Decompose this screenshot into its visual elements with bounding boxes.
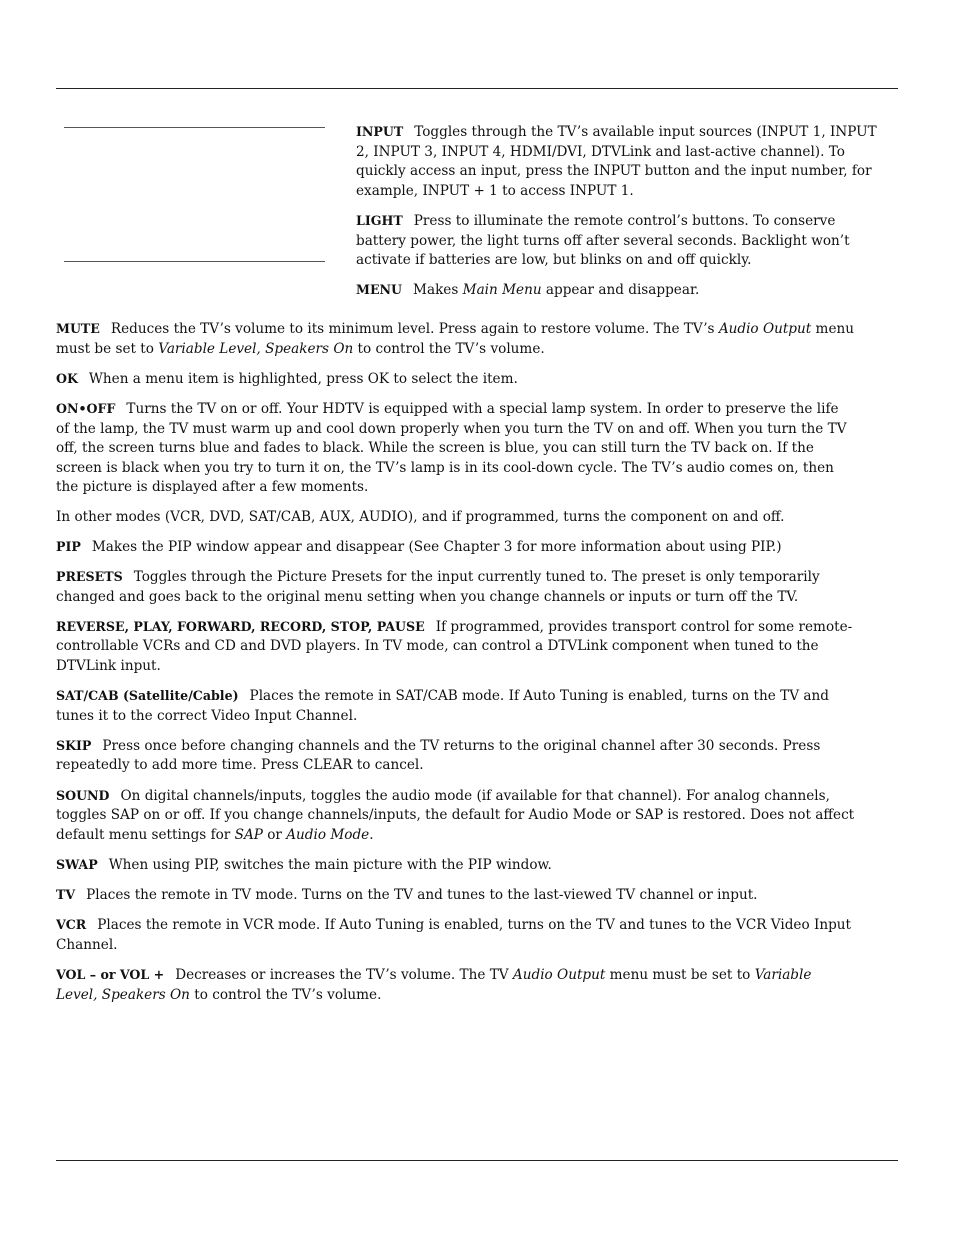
- entry-vol: [56, 965, 856, 1005]
- desc-sound-em1: SAP: [234, 826, 263, 843]
- entry-presets: [56, 567, 856, 607]
- desc-skip: Press once before changing channels and the TV returns to the original channel after 30 seconds. Press repeatedly to add more time. Press CLEAR to cancel.: [56, 737, 821, 774]
- desc-vol-em2: Variable Level, Speakers On: [56, 967, 812, 1003]
- entry-transport: [56, 617, 856, 677]
- desc-input: Toggles through the TV’s available input sources (INPUT 1, INPUT 2, INPUT 3, INPUT 4, HDMI/DVI, DTVLink and last-active channel). To quickly access an input, press the INPUT button and the input number, for example, INPUT + 1 to access INPUT 1.: [356, 124, 877, 199]
- desc-pip: Makes the PIP window appear and disappear (See Chapter 3 for more information about using PIP.): [91, 538, 782, 555]
- entry-vcr: [56, 915, 856, 955]
- desc-mute-1: Reduces the TV’s volume to its minimum level. Press again to restore volume. The TV’s: [110, 321, 719, 337]
- desc-transport: If programmed, provides transport control for some remote-controllable VCRs and CD and DVD players. In TV mode, can control a DTVLink component when tuned to the DTVLink input.: [56, 618, 853, 674]
- entry-tv: [56, 885, 856, 906]
- entry-satcab: [56, 686, 856, 726]
- term-tv: TV: [56, 887, 76, 903]
- desc-vol-2: menu must be set to: [605, 967, 755, 984]
- entry-ok: [56, 369, 856, 390]
- desc-mute-2: menu must be set to: [56, 321, 855, 357]
- term-skip: SKIP: [56, 737, 92, 753]
- term-swap: SWAP: [56, 857, 98, 872]
- desc-menu-em: Main Menu: [462, 282, 542, 299]
- desc-swap: When using PIP, switches the main picture with the PIP window.: [108, 857, 552, 873]
- desc-sound-2: or: [262, 826, 287, 843]
- desc-sound-1: On digital channels/inputs, toggles the audio mode (if available for that channel). For analog channels, toggles SAP on or off. If you change channels/inputs, the default for Audio Mode or SAP is restored. Does not affect default menu settings for: [56, 787, 855, 843]
- desc-vol-3: to control the TV’s volume.: [189, 986, 382, 1003]
- entry-onoff: [56, 399, 856, 498]
- desc-menu-b: appear and disappear.: [541, 282, 700, 299]
- main-column: [56, 319, 856, 1015]
- term-input: INPUT: [356, 124, 404, 139]
- desc-light: Press to illuminate the remote control’s buttons. To conserve battery power, the light turns off after several seconds. Backlight won’t activate if batteries are low, but blinks on and off quickly.: [356, 212, 850, 269]
- desc-sound-3: .: [369, 826, 374, 843]
- term-transport: REVERSE, PLAY, FORWARD, RECORD, STOP, PAUSE: [56, 618, 425, 634]
- desc-vol-em1: Audio Output: [512, 967, 606, 984]
- desc-ok: When a menu item is highlighted, press OK to select the item.: [88, 370, 518, 387]
- entry-pip: [56, 537, 856, 558]
- term-presets: PRESETS: [56, 568, 123, 584]
- bottom-rule: [56, 1160, 898, 1161]
- top-rule: [56, 88, 898, 89]
- term-vcr: VCR: [56, 917, 87, 933]
- term-onoff: ON•OFF: [56, 400, 116, 416]
- sidebar-rule-lower: [64, 261, 325, 262]
- term-menu: MENU: [356, 282, 403, 298]
- desc-onoff: Turns the TV on or off. Your HDTV is equipped with a special lamp system. In order to preserve the life of the lamp, the TV must warm up and cool down properly when you turn the TV on and off. When you turn the TV off, the screen turns blue and fades to black. While the screen is blue, you can still turn the TV back on. If the screen is black when you try to turn it on, the TV’s lamp is in its cool-down cycle. The TV’s audio comes on, then the picture is displayed after a few moments.: [56, 400, 847, 496]
- desc-mute-3: to control the TV’s volume.: [353, 340, 545, 357]
- desc-menu-a: Makes: [413, 282, 463, 299]
- entry-light: [356, 211, 888, 271]
- entry-skip: [56, 736, 856, 776]
- desc-sound-em2: Audio Mode: [286, 826, 370, 843]
- term-light: LIGHT: [356, 212, 403, 228]
- desc-presets: Toggles through the Picture Presets for the input currently tuned to. The preset is only temporarily changed and goes back to the original menu setting when you change channels or inputs or turn off the TV.: [56, 568, 820, 605]
- term-vol: VOL – or VOL +: [56, 967, 165, 983]
- sidebar-rule-upper: [64, 127, 325, 128]
- entry-input: [356, 122, 888, 201]
- desc-mute-em2: Variable Level, Speakers On: [158, 340, 354, 357]
- entry-swap: [56, 855, 856, 876]
- entry-mute: [56, 319, 856, 359]
- desc-tv: Places the remote in TV mode. Turns on the TV and tunes to the last-viewed TV channel or input.: [86, 887, 758, 904]
- desc-vcr: Places the remote in VCR mode. If Auto Tuning is enabled, turns on the TV and tunes to the VCR Video Input Channel.: [56, 917, 852, 953]
- entry-sound: [56, 786, 856, 846]
- other-modes-text: In other modes (VCR, DVD, SAT/CAB, AUX, AUDIO), and if programmed, turns the component on and off.: [56, 508, 785, 525]
- desc-mute-em1: Audio Output: [718, 321, 812, 337]
- right-column: [356, 122, 888, 311]
- desc-satcab: Places the remote in SAT/CAB mode. If Auto Tuning is enabled, turns on the TV and tunes it to the correct Video Input Channel.: [56, 688, 829, 724]
- desc-vol-1: Decreases or increases the TV’s volume. The TV: [175, 967, 513, 984]
- entry-menu: [356, 280, 888, 301]
- term-pip: PIP: [56, 538, 81, 554]
- term-sound: SOUND: [56, 787, 110, 803]
- term-satcab: SAT/CAB (Satellite/Cable): [56, 688, 239, 704]
- term-mute: MUTE: [56, 321, 100, 336]
- term-ok: OK: [56, 370, 78, 386]
